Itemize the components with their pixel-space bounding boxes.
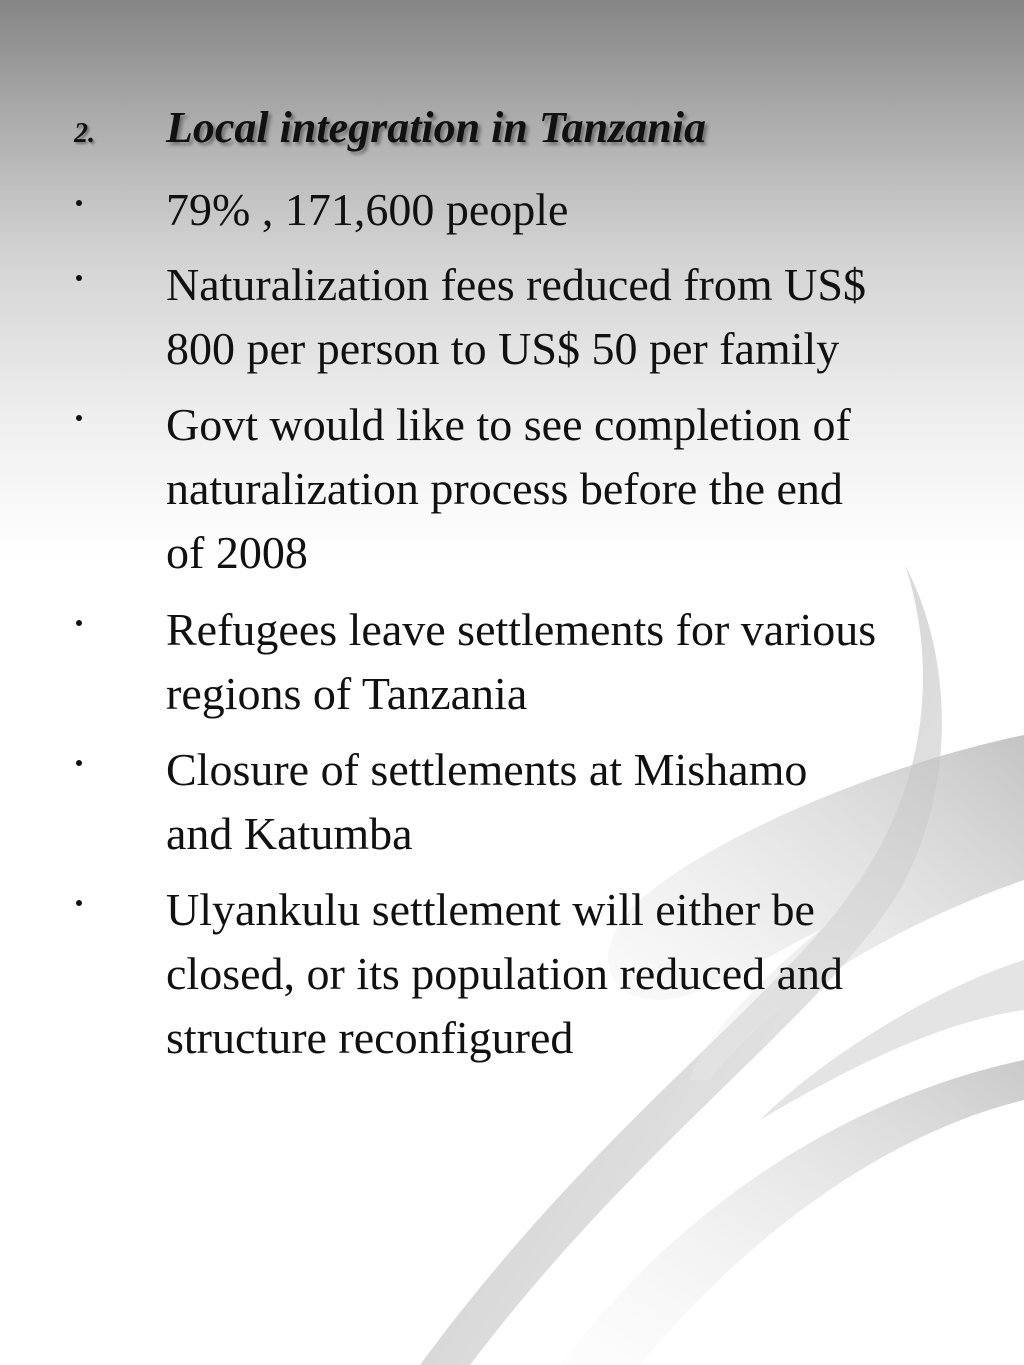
- bullet-line: closed, or its population reduced and: [166, 948, 844, 999]
- bullet-dot-icon: [76, 200, 82, 206]
- bullet-line: 800 per person to US$ 50 per family: [166, 323, 840, 374]
- bullet-line: 79% , 171,600 people: [166, 184, 569, 235]
- bullet-dot-icon: [76, 415, 82, 421]
- bullet-line: Closure of settlements at Mishamo: [166, 744, 808, 795]
- bullet-line: Ulyankulu settlement will either be: [166, 884, 815, 935]
- bullet-text: [166, 878, 966, 1070]
- bullet-text: [166, 598, 966, 726]
- heading-number: 2.: [74, 118, 95, 149]
- bullet-line: regions of Tanzania: [166, 668, 528, 719]
- bullet-dot-icon: [76, 760, 82, 766]
- bullet-line: and Katumba: [166, 808, 413, 859]
- bullet-line: Naturalization fees reduced from US$: [166, 259, 866, 310]
- bullet-dot-icon: [76, 900, 82, 906]
- bullet-text: [166, 738, 966, 866]
- slide-heading: [0, 102, 1024, 162]
- bullet-line: structure reconfigured: [166, 1012, 574, 1063]
- bullet-line: Refugees leave settlements for various: [166, 604, 877, 655]
- bullet-dot-icon: [76, 620, 82, 626]
- bullet-text: [166, 253, 966, 381]
- bullet-line: naturalization process before the end: [166, 463, 843, 514]
- heading-title: Local integration in Tanzania: [166, 103, 706, 152]
- bullet-line: Govt would like to see completion of: [166, 399, 851, 450]
- bullet-line: of 2008: [166, 527, 308, 578]
- bullet-text: [166, 393, 966, 585]
- bullet-text: [166, 178, 966, 242]
- bullet-dot-icon: [76, 275, 82, 281]
